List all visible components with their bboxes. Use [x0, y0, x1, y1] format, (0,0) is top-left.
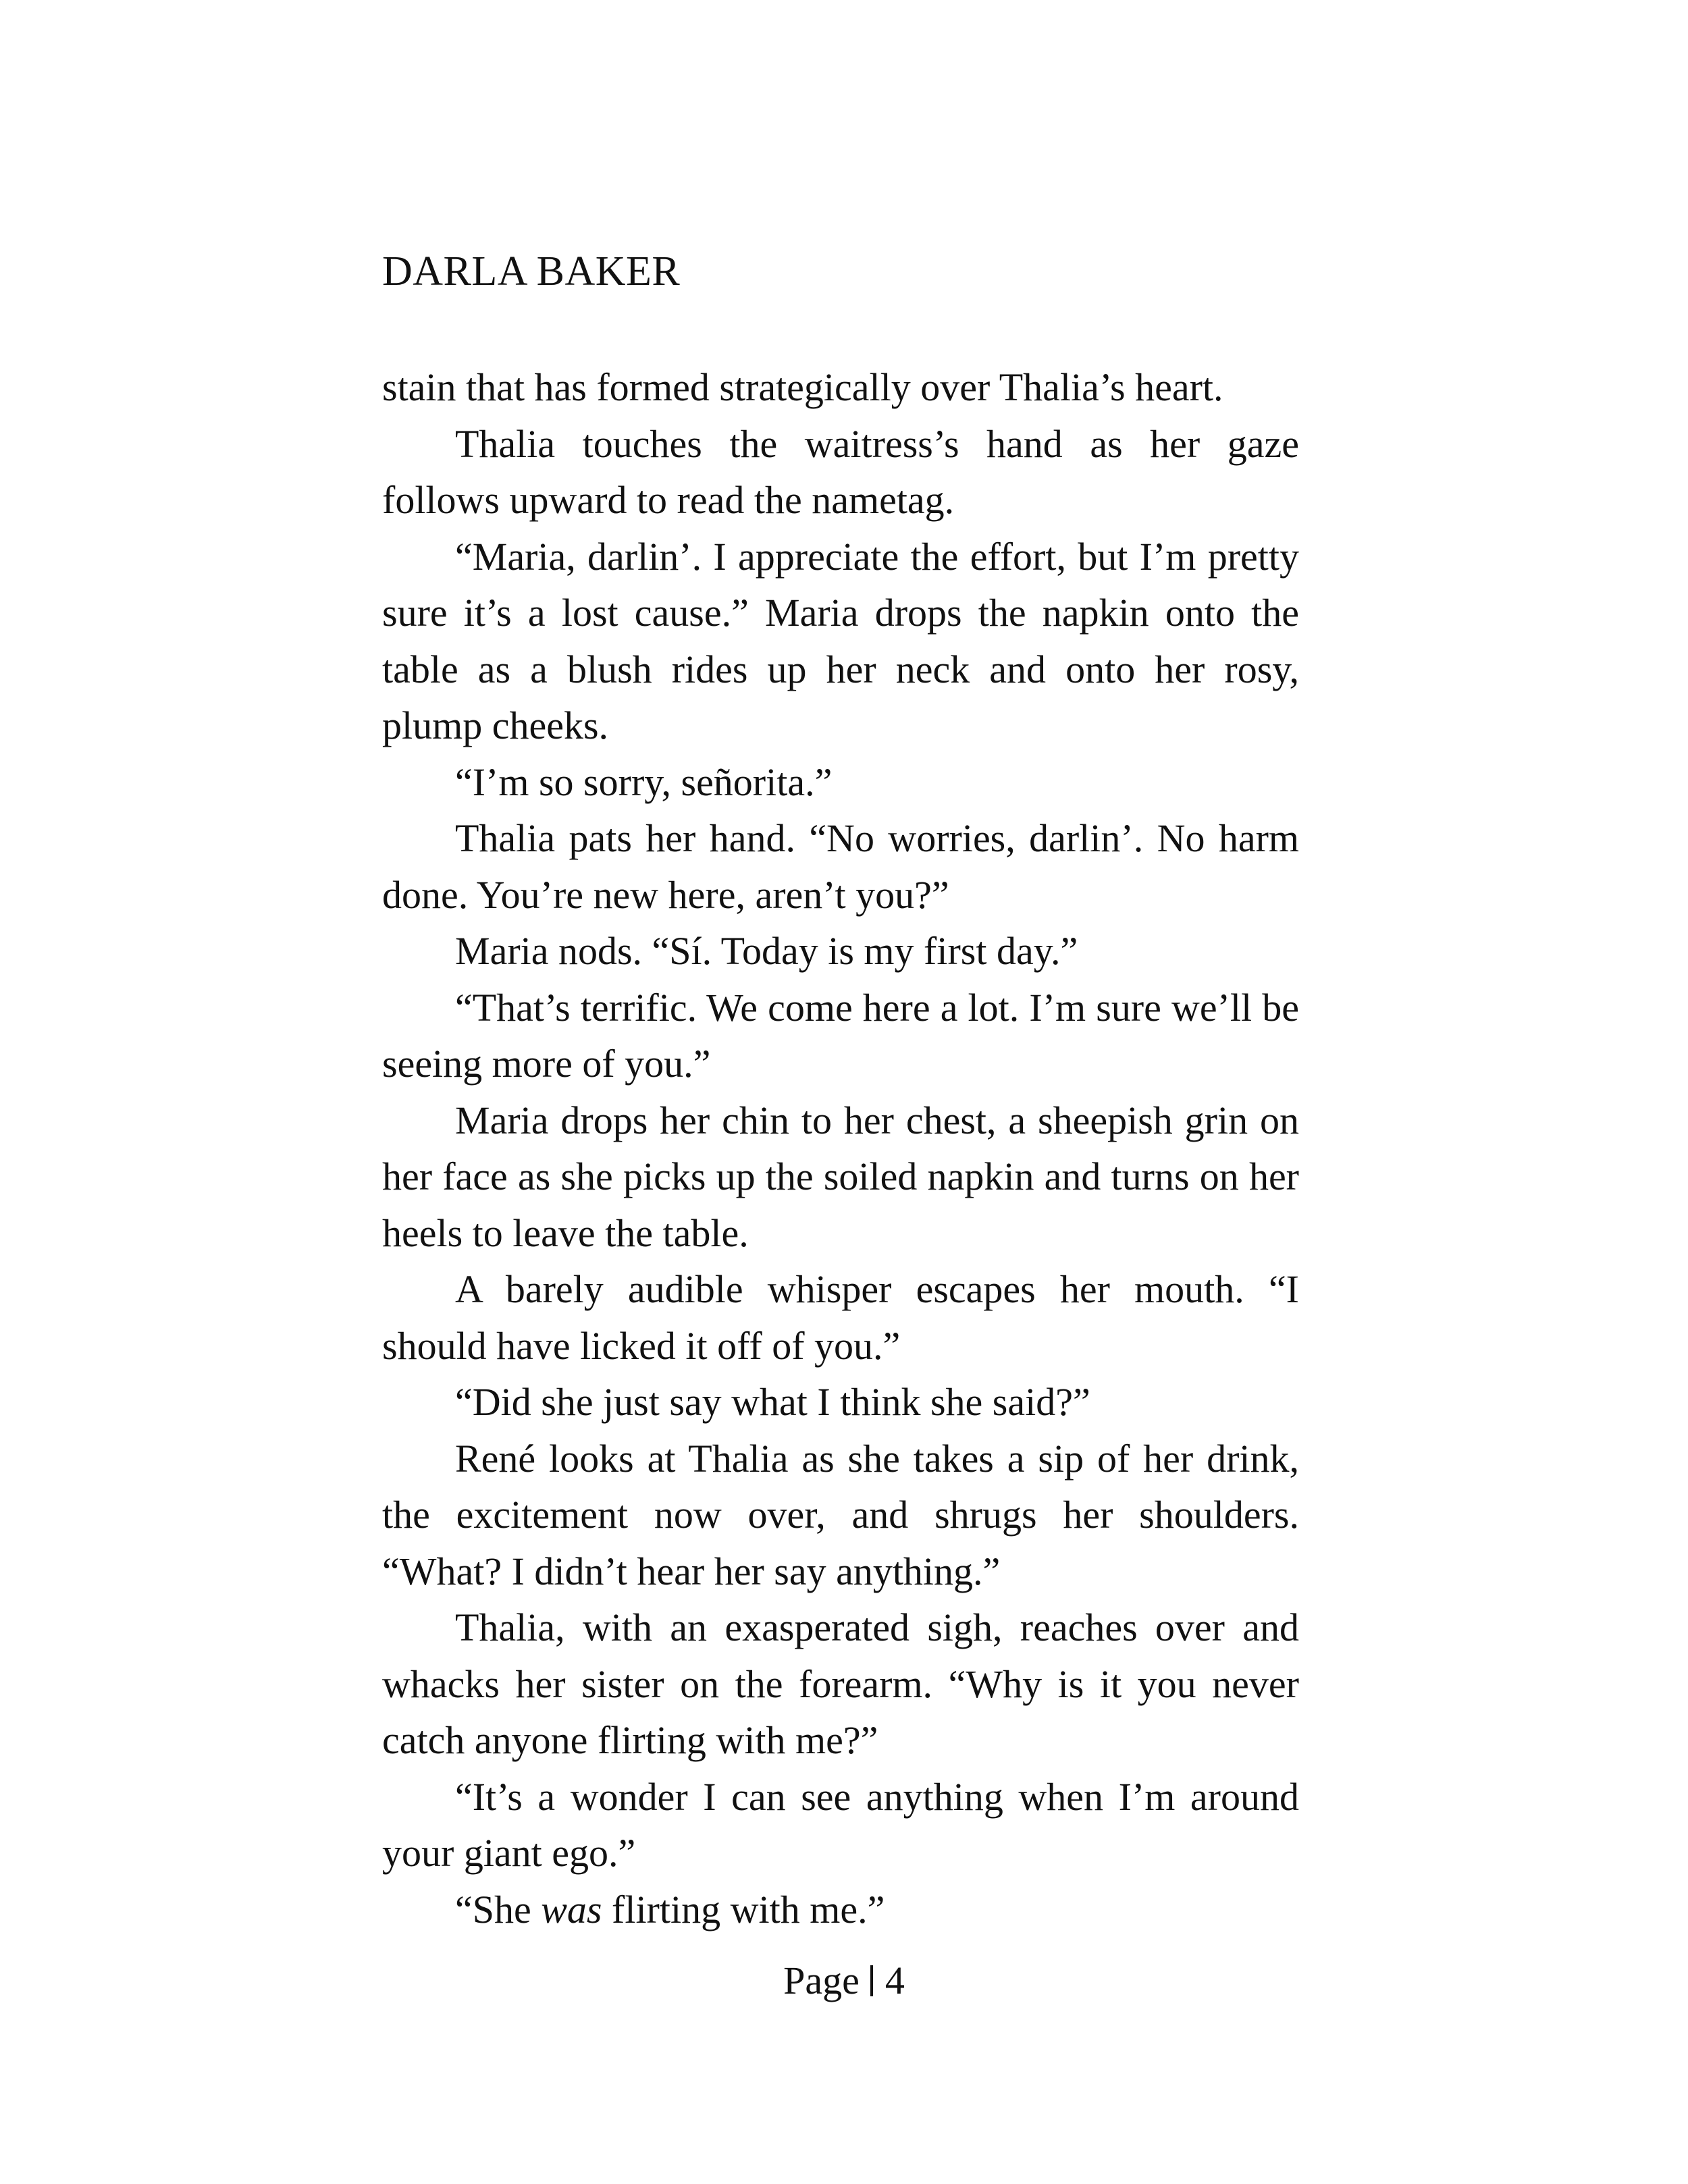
paragraph: “It’s a wonder I can see anything when I’m around your giant ego.”: [382, 1774, 1299, 1875]
body-text: [382, 359, 1299, 1938]
emphasis-text: was: [541, 1887, 602, 1932]
paragraph-text: “She: [455, 1887, 542, 1932]
page-number: 4: [885, 1959, 905, 2002]
paragraph: “That’s terrific. We come here a lot. I’m sure we’ll be seeing more of you.”: [382, 985, 1299, 1086]
paragraph: René looks at Thalia as she takes a sip of her drink, the excitement now over, and shrugs her shoulders. “What? I didn’t hear her say anything.”: [382, 1436, 1299, 1593]
paragraph: “Maria, darlin’. I appreciate the effort, but I’m pretty sure it’s a lost cause.” Maria drops the napkin onto the table as a blush rides up her neck and onto her rosy, plump cheeks.: [382, 534, 1299, 747]
paragraph-final: [382, 1882, 1299, 1938]
running-head-author: DARLA BAKER: [382, 248, 681, 294]
paragraph: Maria nods. “Sí. Today is my first day.”: [455, 929, 1078, 973]
paragraph: Thalia pats her hand. “No worries, darlin’. No harm done. You’re new here, aren’t you?”: [382, 816, 1299, 917]
paragraph-text: flirting with me.”: [602, 1887, 885, 1932]
page-separator: [870, 1965, 873, 1996]
page-label: Page: [783, 1959, 860, 2002]
paragraph: Thalia touches the waitress’s hand as her gaze follows upward to read the nametag.: [382, 421, 1299, 522]
paragraph: Thalia, with an exasperated sigh, reaches over and whacks her sister on the forearm. “Why is it you never catch anyone flirting with me?”: [382, 1605, 1299, 1762]
paragraph: “I’m so sorry, señorita.”: [455, 760, 833, 804]
paragraph: Maria drops her chin to her chest, a sheepish grin on her face as she picks up the soiled napkin and turns on her heels to leave the table.: [382, 1098, 1299, 1255]
paragraph: stain that has formed strategically over Thalia’s heart.: [382, 365, 1223, 409]
paragraph: “Did she just say what I think she said?”: [455, 1380, 1090, 1424]
paragraph: A barely audible whisper escapes her mouth. “I should have licked it off of you.”: [382, 1267, 1299, 1368]
page-footer: [0, 1954, 1688, 2008]
